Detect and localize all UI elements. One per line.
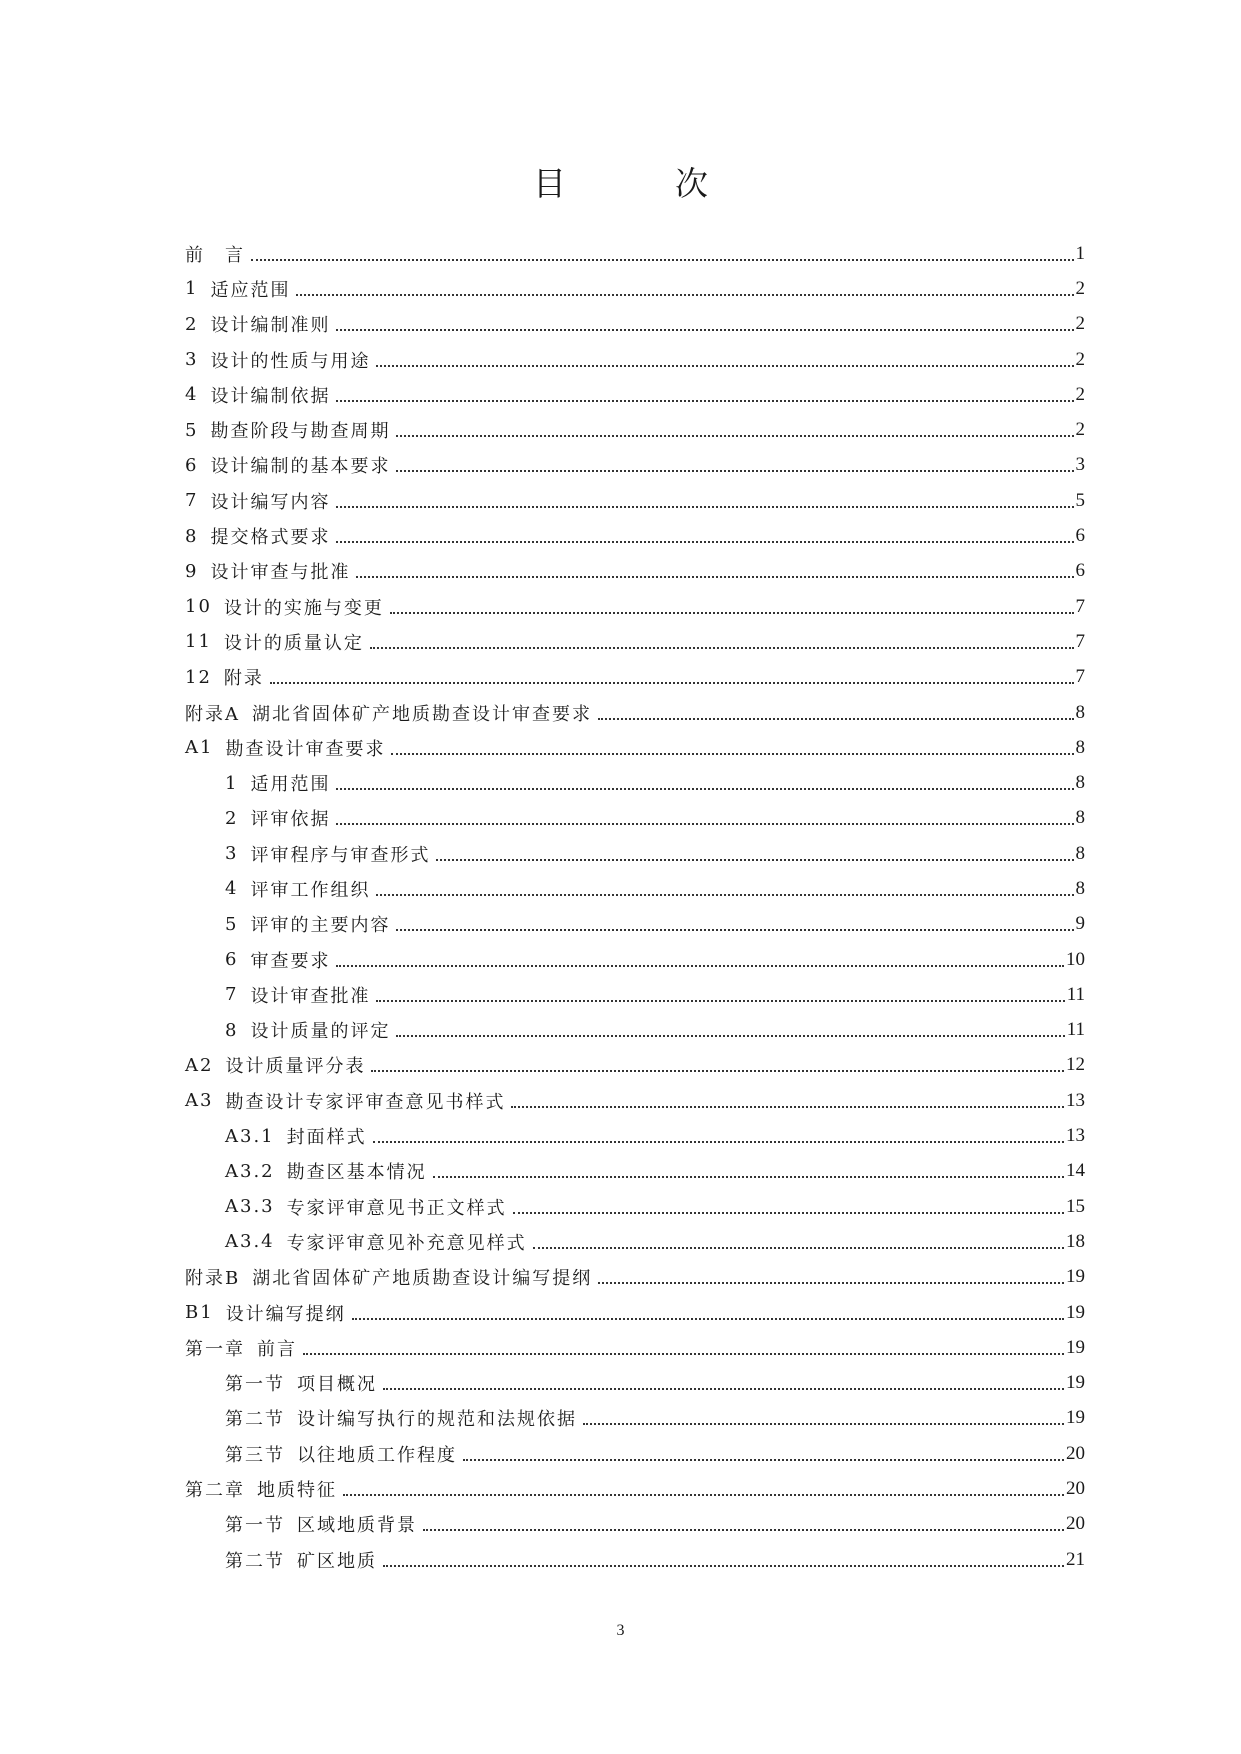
toc-entry-title: 前言: [257, 1338, 297, 1360]
toc-entry-title: 设计的实施与变更: [223, 597, 384, 619]
dot-leader: [343, 1494, 1064, 1496]
toc-entry-title: 勘查阶段与勘查周期: [210, 421, 391, 443]
toc-entry-page: 19: [1066, 1266, 1085, 1288]
toc-entry[interactable]: [185, 1507, 1085, 1542]
toc-entry-page: 11: [1066, 1019, 1085, 1041]
toc-entry-number: 11: [185, 631, 212, 653]
toc-entry-page: 7: [1075, 666, 1085, 688]
toc-entry-page: 6: [1075, 560, 1085, 582]
toc-entry[interactable]: [185, 624, 1085, 659]
toc-entry-title: 评审程序与审查形式: [250, 844, 431, 866]
toc-entry-page: 8: [1075, 877, 1085, 899]
toc-entry[interactable]: [185, 801, 1085, 836]
dot-leader: [423, 1529, 1064, 1531]
toc-entry-title: 附录: [223, 668, 264, 690]
toc-entry[interactable]: [185, 836, 1085, 871]
toc-entry-page: 2: [1075, 313, 1085, 335]
toc-entry-title: 评审工作组织: [250, 879, 371, 901]
dot-leader: [336, 329, 1073, 331]
toc-entry-title: 设计审查与批准: [210, 562, 351, 584]
toc-entry-number: 12: [185, 666, 212, 688]
toc-entry-number: B1: [185, 1302, 214, 1324]
toc-entry[interactable]: [185, 307, 1085, 342]
toc-entry-number: 第二节: [225, 1409, 285, 1431]
toc-entry-title: 勘查设计审查要求: [225, 738, 386, 760]
toc-entry-page: 9: [1075, 913, 1085, 935]
toc-entry[interactable]: [185, 1154, 1085, 1189]
toc-entry-number: 9: [185, 560, 199, 582]
toc-entry-number: 1: [225, 772, 239, 794]
toc-entry-page: 7: [1075, 630, 1085, 652]
dot-leader: [463, 1459, 1064, 1461]
toc-entry[interactable]: [185, 695, 1085, 730]
toc-entry[interactable]: [185, 1542, 1085, 1577]
toc-entry-title: 设计质量的评定: [250, 1021, 391, 1043]
toc-entry-title: 设计的质量认定: [223, 632, 364, 654]
toc-entry-title: 封面样式: [286, 1127, 367, 1149]
toc-entry-number: A3.2: [225, 1160, 275, 1182]
dot-leader: [336, 788, 1073, 790]
toc-entry[interactable]: [185, 412, 1085, 447]
toc-entry-page: 21: [1066, 1548, 1085, 1570]
toc-entry-number: 8: [225, 1019, 239, 1041]
toc-entry-page: 20: [1066, 1442, 1085, 1464]
page-title: 目 次: [533, 164, 746, 203]
toc-entry-title: 勘查区基本情况: [286, 1162, 427, 1184]
toc-entry-number: 4: [185, 384, 199, 406]
toc-entry-number: 5: [185, 419, 199, 441]
dot-leader: [373, 1141, 1064, 1143]
toc-entry[interactable]: [185, 977, 1085, 1012]
toc-entry-number: 10: [185, 596, 212, 618]
dot-leader: [356, 576, 1073, 578]
toc-entry-page: 8: [1075, 701, 1085, 723]
dot-leader: [396, 470, 1073, 472]
toc-entry-number: 第二节: [225, 1550, 285, 1572]
toc-entry-page: 18: [1066, 1230, 1085, 1252]
toc-entry-title: 设计编制依据: [210, 385, 331, 407]
toc-entry-number: 附录A: [185, 703, 240, 725]
toc-entry-number: A3.4: [225, 1231, 275, 1253]
toc-entry-page: 2: [1075, 277, 1085, 299]
toc-entry-page: 8: [1075, 736, 1085, 758]
toc-entry[interactable]: [185, 483, 1085, 518]
toc-entry[interactable]: [185, 589, 1085, 624]
dot-leader: [396, 929, 1073, 931]
toc-entry-title: 地质特征: [257, 1480, 337, 1502]
dot-leader: [336, 506, 1073, 508]
toc-entry-title: 湖北省固体矿产地质勘查设计审查要求: [252, 703, 592, 725]
toc-entry[interactable]: [185, 730, 1085, 765]
toc-entry[interactable]: [185, 448, 1085, 483]
toc-entry[interactable]: [185, 518, 1085, 553]
dot-leader: [376, 365, 1073, 367]
toc-entry[interactable]: [185, 1330, 1085, 1365]
toc-entry-number: 2: [225, 807, 239, 829]
toc-entry-title: 专家评审意见补充意见样式: [286, 1232, 527, 1254]
toc-entry-number: 5: [225, 913, 239, 935]
toc-entry[interactable]: [185, 342, 1085, 377]
toc-entry-title: 设计编写执行的规范和法规依据: [297, 1409, 577, 1431]
toc-entry-title: 设计的性质与用途: [210, 350, 371, 372]
toc-entry-title: 设计编写内容: [210, 491, 331, 513]
toc-entry[interactable]: [185, 1013, 1085, 1048]
dot-leader: [436, 859, 1073, 861]
toc-entry-title: 适用范围: [250, 774, 331, 796]
dot-leader: [336, 965, 1064, 967]
toc-entry[interactable]: [185, 1295, 1085, 1330]
toc-entry-page: 20: [1066, 1478, 1085, 1500]
toc-entry-page: 7: [1075, 595, 1085, 617]
toc-entry-number: 7: [185, 490, 199, 512]
toc-entry-page: 19: [1066, 1301, 1085, 1323]
dot-leader: [352, 1318, 1064, 1320]
dot-leader: [251, 259, 1074, 261]
toc-entry-title: 评审依据: [250, 809, 331, 831]
toc-entry-page: 15: [1066, 1195, 1085, 1217]
dot-leader: [336, 823, 1073, 825]
table-of-contents: [185, 236, 1085, 1577]
toc-entry-number: A3.1: [225, 1125, 275, 1147]
toc-entry-title: 项目概况: [297, 1374, 377, 1396]
dot-leader: [598, 1282, 1064, 1284]
toc-entry[interactable]: [185, 1224, 1085, 1259]
toc-entry-page: 2: [1075, 383, 1085, 405]
dot-leader: [296, 294, 1073, 296]
toc-entry[interactable]: [185, 1471, 1085, 1506]
toc-entry-title: 设计质量评分表: [225, 1056, 366, 1078]
toc-entry[interactable]: [185, 554, 1085, 589]
toc-entry-number: 6: [185, 454, 199, 476]
toc-entry-title: 前 言: [185, 244, 245, 266]
dot-leader: [583, 1423, 1064, 1425]
toc-entry-page: 5: [1075, 489, 1085, 511]
toc-entry-page: 8: [1075, 842, 1085, 864]
toc-entry-number: 3: [225, 843, 239, 865]
toc-entry-title: 专家评审意见书正文样式: [286, 1197, 507, 1219]
dot-leader: [383, 1388, 1064, 1390]
dot-leader: [336, 541, 1073, 543]
toc-entry[interactable]: [185, 1189, 1085, 1224]
dot-leader: [396, 1035, 1064, 1037]
toc-entry[interactable]: [185, 871, 1085, 906]
toc-entry-number: A3: [185, 1090, 214, 1112]
toc-entry-page: 10: [1066, 948, 1085, 970]
toc-entry-page: 19: [1066, 1372, 1085, 1394]
toc-entry[interactable]: [185, 1366, 1085, 1401]
toc-entry-title: 矿区地质: [297, 1550, 377, 1572]
toc-entry[interactable]: [185, 236, 1085, 271]
toc-entry[interactable]: [185, 271, 1085, 306]
toc-entry-page: 1: [1075, 242, 1085, 264]
dot-leader: [270, 682, 1074, 684]
toc-entry-number: A1: [185, 737, 214, 759]
toc-entry-number: 3: [185, 349, 199, 371]
toc-entry-page: 19: [1066, 1336, 1085, 1358]
toc-entry-title: 区域地质背景: [297, 1515, 417, 1537]
toc-entry-number: 第一章: [185, 1338, 245, 1360]
dot-leader: [370, 647, 1074, 649]
toc-entry-title: 提交格式要求: [210, 527, 331, 549]
toc-entry[interactable]: [185, 1260, 1085, 1295]
toc-entry-number: 第一节: [225, 1515, 285, 1537]
toc-entry-title: 评审的主要内容: [250, 915, 391, 937]
toc-entry-title: 设计编写提纲: [225, 1303, 346, 1325]
toc-entry-page: 6: [1075, 525, 1085, 547]
dot-leader: [433, 1176, 1064, 1178]
toc-entry-title: 勘查设计专家评审查意见书样式: [225, 1091, 506, 1113]
toc-entry-number: 2: [185, 313, 199, 335]
page-number: 3: [616, 1622, 625, 1639]
toc-entry[interactable]: [185, 1118, 1085, 1153]
toc-entry-page: 11: [1066, 983, 1085, 1005]
toc-entry-page: 3: [1075, 454, 1085, 476]
toc-entry-page: 13: [1066, 1125, 1085, 1147]
toc-entry-number: 4: [225, 878, 239, 900]
toc-entry[interactable]: [185, 765, 1085, 800]
toc-entry-page: 2: [1075, 419, 1085, 441]
dot-leader: [511, 1106, 1064, 1108]
toc-entry-page: 20: [1066, 1513, 1085, 1535]
toc-entry-number: 1: [185, 278, 199, 300]
toc-entry[interactable]: [185, 377, 1085, 412]
toc-entry-number: 7: [225, 984, 239, 1006]
toc-entry-title: 设计编制准则: [210, 315, 331, 337]
dot-leader: [371, 1070, 1064, 1072]
toc-entry-number: 第一节: [225, 1374, 285, 1396]
toc-entry-title: 设计审查批准: [250, 985, 371, 1007]
toc-entry-page: 2: [1075, 348, 1085, 370]
toc-entry-title: 审查要求: [250, 950, 331, 972]
toc-entry-title: 设计编制的基本要求: [210, 456, 391, 478]
dot-leader: [598, 718, 1074, 720]
toc-entry-number: 第三节: [225, 1444, 285, 1466]
dot-leader: [391, 753, 1073, 755]
toc-entry[interactable]: [185, 942, 1085, 977]
toc-entry[interactable]: [185, 660, 1085, 695]
dot-leader: [376, 1000, 1064, 1002]
toc-entry-page: 13: [1066, 1089, 1085, 1111]
toc-entry[interactable]: [185, 907, 1085, 942]
toc-entry-page: 8: [1075, 807, 1085, 829]
toc-entry-page: 19: [1066, 1407, 1085, 1429]
toc-entry-page: 8: [1075, 772, 1085, 794]
dot-leader: [383, 1565, 1064, 1567]
dot-leader: [513, 1212, 1064, 1214]
toc-entry-number: 第二章: [185, 1480, 245, 1502]
dot-leader: [396, 435, 1073, 437]
toc-entry[interactable]: [185, 1048, 1085, 1083]
dot-leader: [376, 894, 1073, 896]
toc-entry-number: A2: [185, 1054, 214, 1076]
dot-leader: [533, 1247, 1064, 1249]
toc-entry-title: 以往地质工作程度: [297, 1444, 457, 1466]
toc-entry-title: 适应范围: [210, 279, 291, 301]
toc-entry-number: 6: [225, 949, 239, 971]
toc-entry-page: 14: [1066, 1160, 1085, 1182]
toc-entry-number: 8: [185, 525, 199, 547]
toc-entry[interactable]: [185, 1401, 1085, 1436]
dot-leader: [390, 612, 1074, 614]
toc-entry-title: 湖北省固体矿产地质勘查设计编写提纲: [252, 1268, 593, 1290]
toc-entry-page: 12: [1066, 1054, 1085, 1076]
dot-leader: [336, 400, 1073, 402]
toc-entry-number: A3.3: [225, 1196, 275, 1218]
toc-entry-number: 附录B: [185, 1268, 241, 1290]
toc-entry[interactable]: [185, 1436, 1085, 1471]
toc-entry[interactable]: [185, 1083, 1085, 1118]
dot-leader: [303, 1353, 1064, 1355]
